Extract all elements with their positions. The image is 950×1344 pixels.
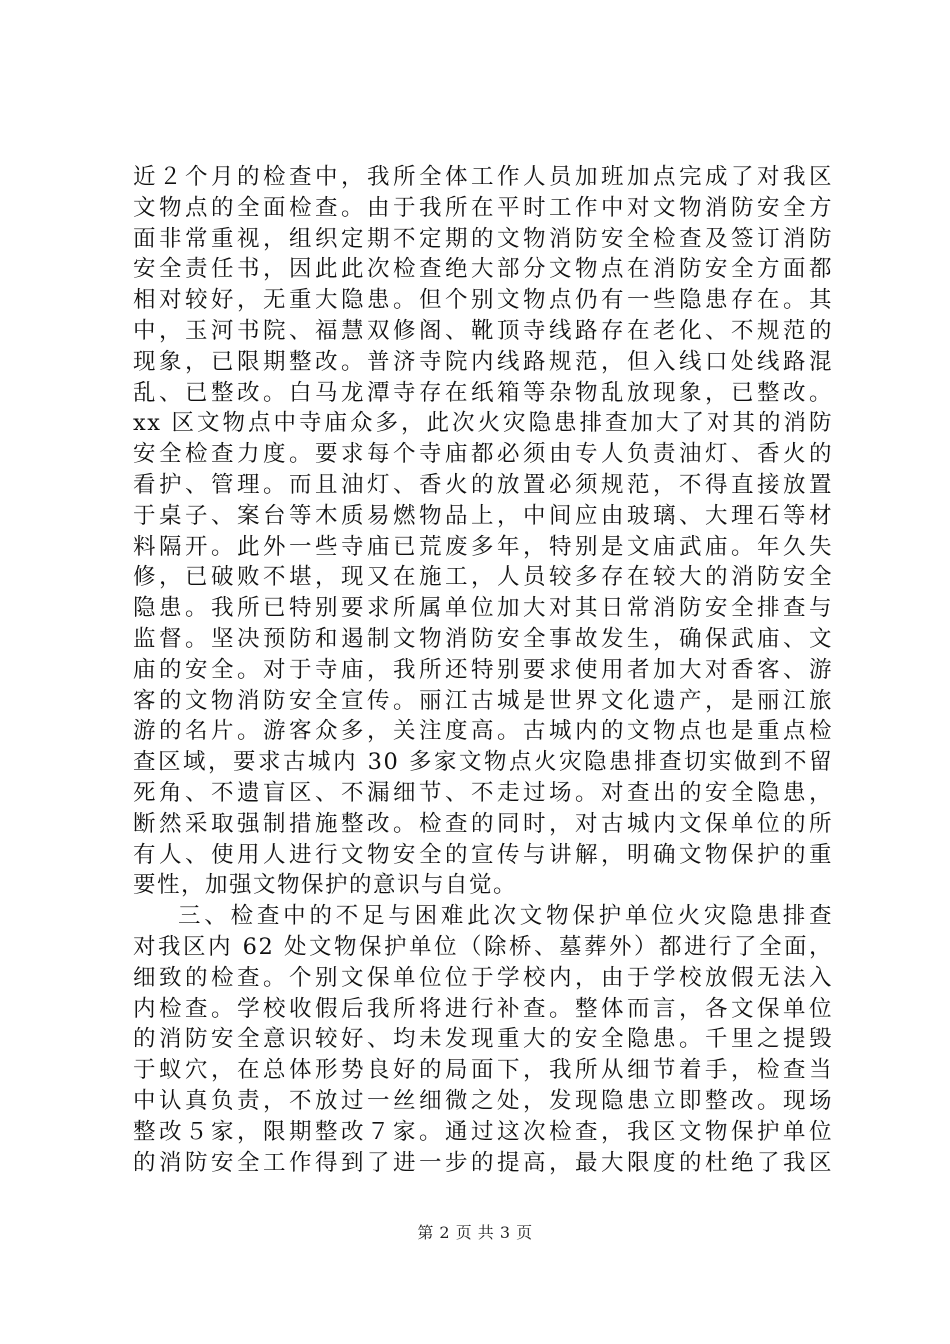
text-line: 整改５家，限期整改７家。通过这次检查，我区文物保护单位 [133, 1118, 833, 1145]
text-line: 内检查。学校收假后我所将进行补查。整体而言，各文保单位 [133, 995, 833, 1022]
text-line: 细致的检查。个别文保单位位于学校内，由于学校放假无法入 [133, 964, 833, 991]
text-line: 料隔开。此外一些寺庙已荒废多年，特别是文庙武庙。年久失 [133, 533, 833, 560]
text-line: 庙的安全。对于寺庙，我所还特别要求使用者加大对香客、游 [133, 656, 833, 683]
text-line: 的消防安全工作得到了进一步的提高，最大限度的杜绝了我区 [133, 1149, 833, 1176]
text-line: 看护、管理。而且油灯、香火的放置必须规范，不得直接放置 [133, 471, 833, 498]
text-line: 安全责任书，因此此次检查绝大部分文物点在消防安全方面都 [133, 256, 833, 283]
text-line: 客的文物消防安全宣传。丽江古城是世界文化遗产，是丽江旅 [133, 687, 833, 714]
section-heading-line: 三、检查中的不足与困难此次文物保护单位火灾隐患排查 [178, 903, 833, 930]
text-line: 乱、已整改。白马龙潭寺存在纸箱等杂物乱放现象，已整改。 [133, 379, 833, 406]
page-number-footer: 第 2 页 共 3 页 [417, 1223, 533, 1242]
text-line: 近２个月的检查中，我所全体工作人员加班加点完成了对我区 [133, 164, 833, 190]
text-line: 断然采取强制措施整改。检查的同时，对古城内文保单位的所 [133, 810, 833, 837]
text-line: xx 区文物点中寺庙众多，此次火灾隐患排查加大了对其的消防 [133, 410, 833, 437]
text-line: 于桌子、案台等木质易燃物品上，中间应由玻璃、大理石等材 [133, 502, 833, 529]
text-line: 监督。坚决预防和遏制文物消防安全事故发生，确保武庙、文 [133, 625, 833, 652]
text-line: 相对较好，无重大隐患。但个别文物点仍有一些隐患存在。其 [133, 287, 833, 314]
text-line: 游的名片。游客众多，关注度高。古城内的文物点也是重点检 [133, 718, 833, 745]
text-line: 有人、使用人进行文物安全的宣传与讲解，明确文物保护的重 [133, 841, 833, 868]
text-line: 中，玉河书院、福慧双修阁、靴顶寺线路存在老化、不规范的 [133, 317, 833, 344]
text-line: 中认真负责，不放过一丝细微之处，发现隐患立即整改。现场 [133, 1087, 833, 1114]
text-line: 对我区内 62 处文物保护单位（除桥、墓葬外）都进行了全面， [133, 933, 833, 960]
text-line: 于蚁穴，在总体形势良好的局面下，我所从细节着手，检查当 [133, 1057, 833, 1084]
text-line: 死角、不遗盲区、不漏细节、不走过场。对查出的安全隐患， [133, 779, 833, 806]
text-line: 的消防安全意识较好、均未发现重大的安全隐患。千里之提毁 [133, 1026, 833, 1053]
text-line: 文物点的全面检查。由于我所在平时工作中对文物消防安全方 [133, 194, 833, 221]
text-line: 修，已破败不堪，现又在施工，人员较多存在较大的消防安全 [133, 564, 833, 591]
document-body [133, 162, 833, 1178]
text-line: 安全检查力度。要求每个寺庙都必须由专人负责油灯、香火的 [133, 441, 833, 468]
paragraph-end-line: 要性，加强文物保护的意识与自觉。 [133, 872, 518, 899]
text-line: 面非常重视，组织定期不定期的文物消防安全检查及签订消防 [133, 225, 833, 252]
text-line: 隐患。我所已特别要求所属单位加大对其日常消防安全排查与 [133, 595, 833, 622]
text-line: 现象，已限期整改。普济寺院内线路规范，但入线口处线路混 [133, 348, 833, 375]
text-line: 查区域，要求古城内 30 多家文物点火灾隐患排查切实做到不留 [133, 749, 833, 776]
